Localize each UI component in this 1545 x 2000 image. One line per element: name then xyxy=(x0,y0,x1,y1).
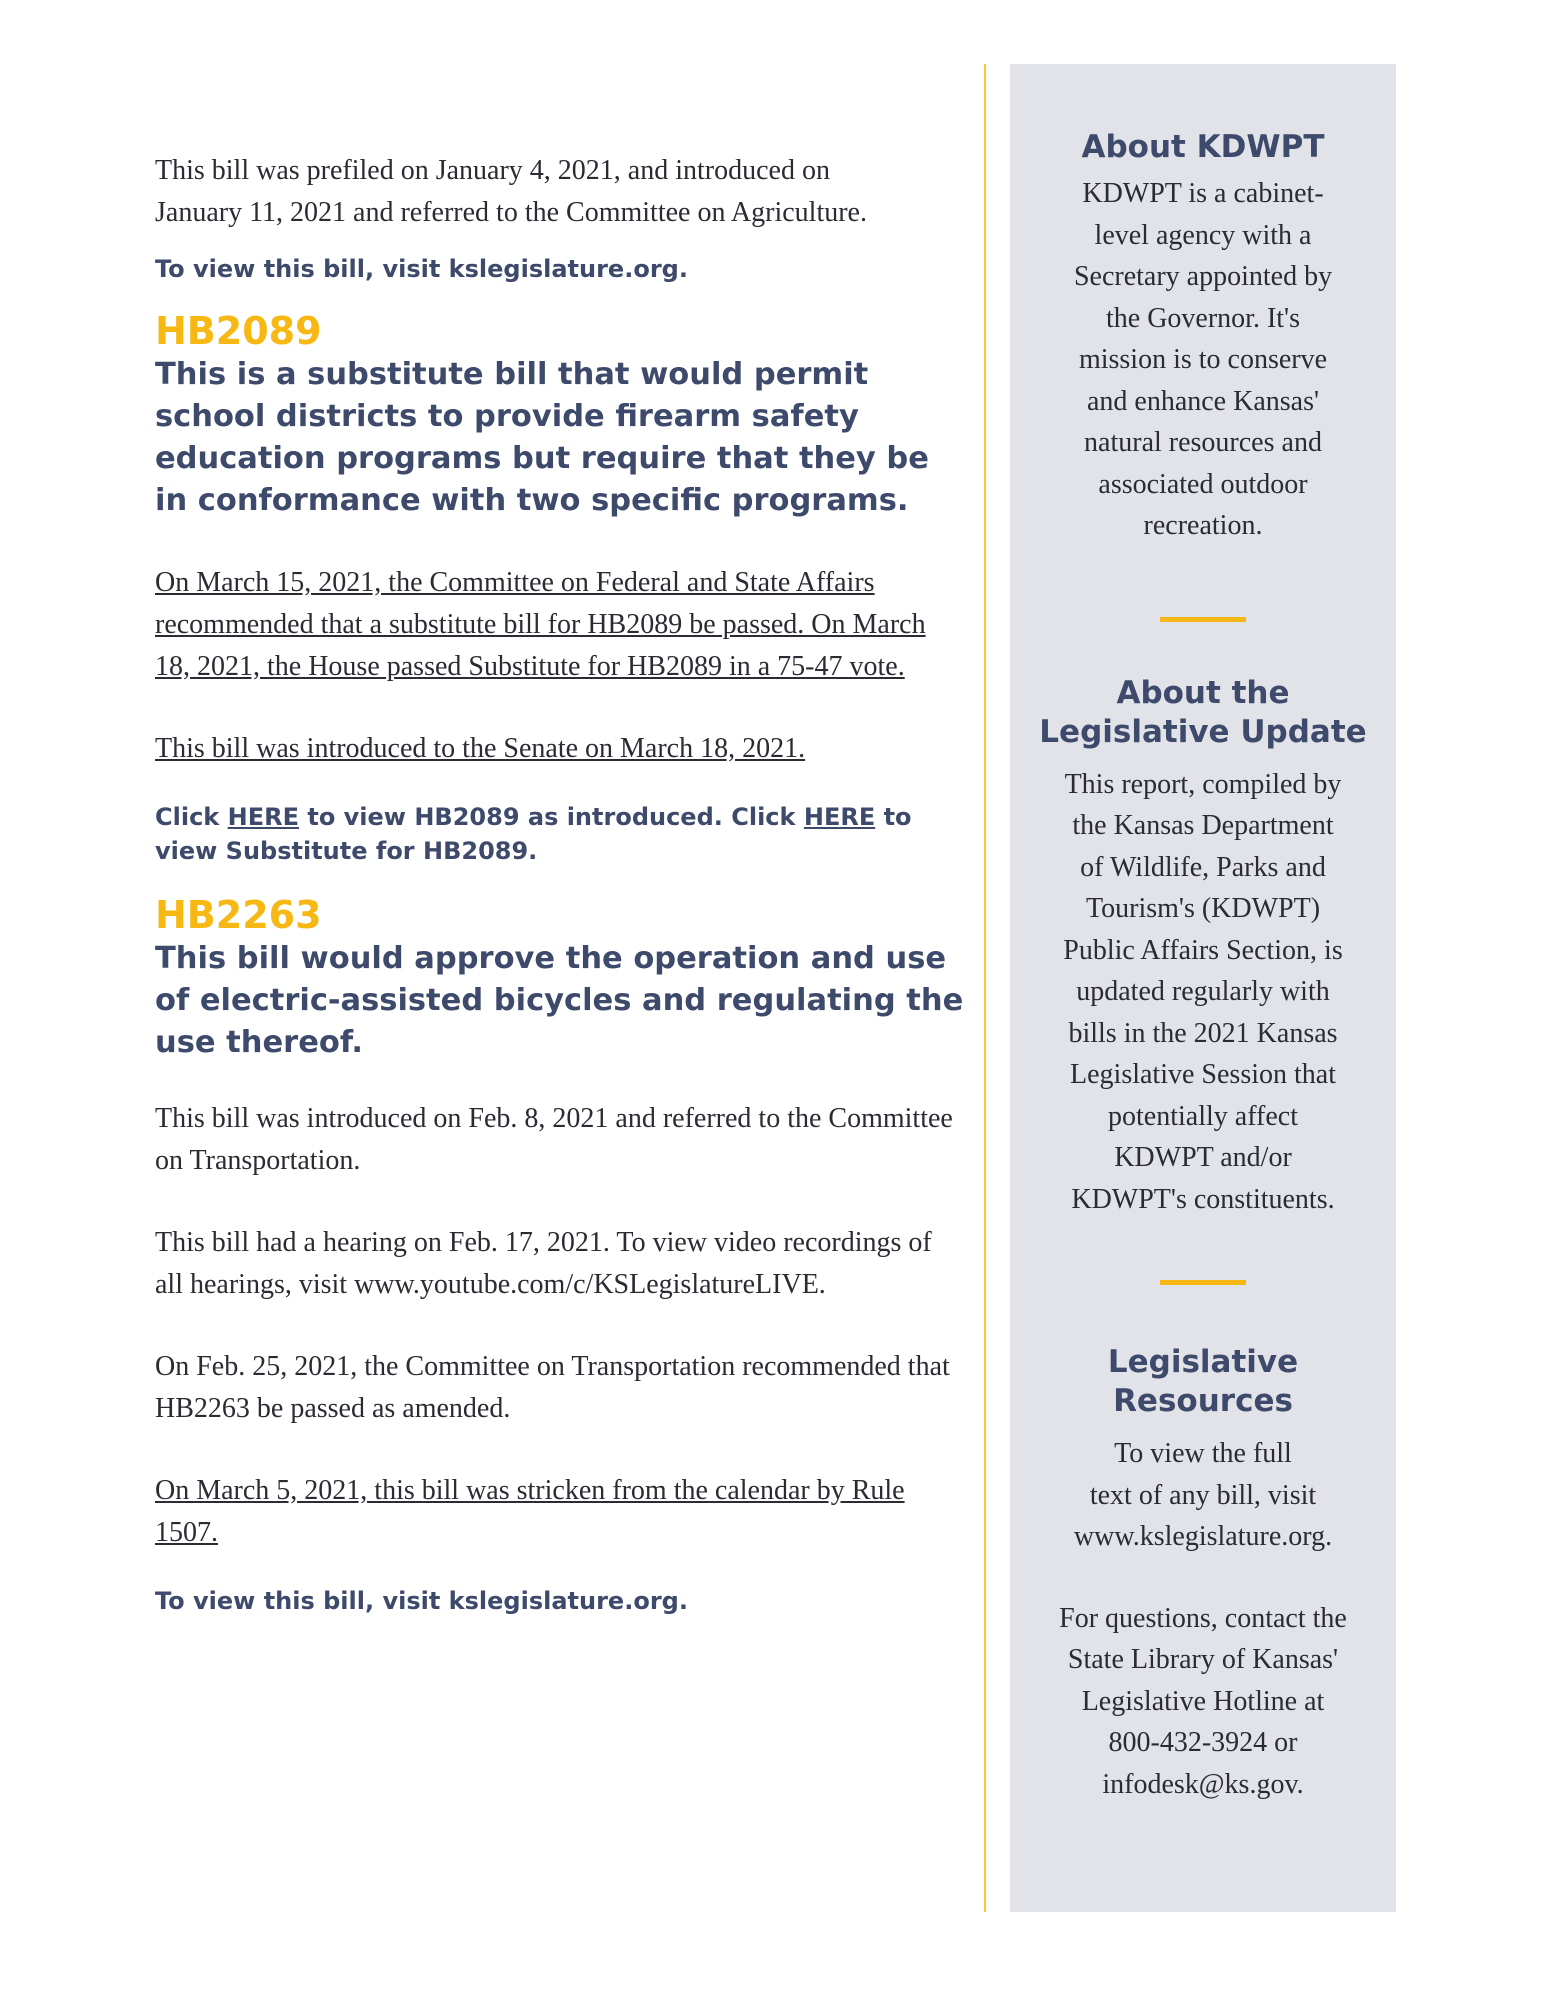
about-update-line: KDWPT and/or xyxy=(1114,1142,1292,1173)
hb2263-para-committee: On Feb. 25, 2021, the Committee on Transportation recommended that HB2263 be passed as amended. xyxy=(155,1351,950,1424)
hb2089-para-senate[interactable]: This bill was introduced to the Senate on March 18, 2021. xyxy=(155,733,806,764)
about-update-line: Public Affairs Section, is xyxy=(1063,934,1343,966)
hb2263-id: HB2263 xyxy=(155,893,322,937)
hb2089-summary: This is a substitute bill that would permit school districts to provide firearm safety education programs but require that they be in conformance with two specific programs. xyxy=(155,357,929,518)
main-column xyxy=(155,150,965,1618)
resources-line[interactable]: infodesk@ks.gov. xyxy=(1102,1768,1304,1800)
about-kdwpt-line: KDWPT is a cabinet- xyxy=(1082,178,1324,209)
resources-line: State Library of Kansas' xyxy=(1067,1644,1339,1675)
about-update-line: Legislative Session that xyxy=(1070,1059,1336,1090)
hb2089-links xyxy=(155,800,965,868)
about-update-line: of Wildlife, Parks and xyxy=(1080,851,1326,883)
end-text: to view Substitute for HB2089. xyxy=(155,803,912,865)
about-update-line: bills in the 2021 Kansas xyxy=(1068,1017,1338,1049)
about-kdwpt-line: Secretary appointed by xyxy=(1073,261,1333,292)
about-update-line: the Kansas Department xyxy=(1072,810,1334,841)
sidebar-content xyxy=(1010,64,1396,1805)
hb2263-section xyxy=(155,892,965,1618)
resources-section xyxy=(1010,1343,1396,1805)
resources-title-line-2: Resources xyxy=(1113,1383,1293,1419)
about-update-line: This report, compiled by xyxy=(1064,768,1342,800)
about-update-title-line-1: About the xyxy=(1116,674,1290,711)
here-link-introduced[interactable]: HERE xyxy=(227,803,299,831)
intro-text-line-1: This bill was prefiled on January 4, 2021, and introduced on xyxy=(155,155,830,186)
column-divider xyxy=(984,64,986,1912)
about-update-line: potentially affect xyxy=(1108,1100,1298,1132)
hb2263-para-hearing: This bill had a hearing on Feb. 17, 2021. To view video recordings of all hearings, visit www.youtube.com/c/KSLegislatureLIVE. xyxy=(155,1227,932,1300)
about-kdwpt-line: the Governor. It's xyxy=(1105,302,1300,334)
intro-section xyxy=(155,150,965,286)
about-update-title-line-2: Legislative Update xyxy=(1039,713,1367,750)
hb2089-id: HB2089 xyxy=(155,309,322,353)
hb2263-para-introduced: This bill was introduced on Feb. 8, 2021 and referred to the Committee on Transportation. xyxy=(155,1103,953,1176)
resources-line[interactable]: www.kslegislature.org. xyxy=(1073,1521,1333,1552)
resources-line: 800-432-3924 or xyxy=(1108,1727,1298,1758)
about-kdwpt-line: associated outdoor xyxy=(1098,468,1308,500)
intro-view-bill-link[interactable]: To view this bill, visit kslegislature.org. xyxy=(155,255,688,283)
about-kdwpt-section xyxy=(1010,64,1396,547)
resources-line: text of any bill, visit xyxy=(1089,1479,1317,1511)
about-update-text xyxy=(1010,764,1396,1221)
about-kdwpt-line: recreation. xyxy=(1143,510,1263,541)
hb2263-view-bill-link[interactable]: To view this bill, visit kslegislature.org. xyxy=(155,1587,688,1615)
about-kdwpt-title: About KDWPT xyxy=(1081,129,1325,165)
here-link-substitute[interactable]: HERE xyxy=(803,803,876,831)
resources-line: Legislative Hotline at xyxy=(1081,1685,1325,1717)
click-text-1: Click xyxy=(155,803,220,831)
resources-line: For questions, contact the xyxy=(1059,1602,1347,1634)
about-kdwpt-line: level agency with a xyxy=(1094,219,1312,251)
resources-line: To view the full xyxy=(1114,1438,1292,1469)
about-update-line: updated regularly with xyxy=(1076,976,1330,1007)
resources-text-1 xyxy=(1010,1433,1396,1558)
resources-text-2 xyxy=(1010,1598,1396,1806)
sidebar xyxy=(1010,64,1396,1912)
hb2089-para-committee[interactable]: On March 15, 2021, the Committee on Federal and State Affairs recommended that a substitute bill for HB2089 be passed. On March 18, 2021, the House passed Substitute for HB2089 in a 75-47 vote. xyxy=(155,567,926,682)
about-kdwpt-line: natural resources and xyxy=(1084,427,1322,458)
about-kdwpt-text xyxy=(1010,173,1396,547)
mid-text: to view HB2089 as introduced. Click xyxy=(307,803,796,831)
about-kdwpt-line: mission is to conserve xyxy=(1078,344,1328,375)
accent-bar xyxy=(1160,617,1246,622)
intro-text-line-2: January 11, 2021 and referred to the Committee on Agriculture. xyxy=(155,197,867,228)
about-update-line: Tourism's (KDWPT) xyxy=(1085,893,1321,924)
hb2263-summary: This bill would approve the operation and use of electric-assisted bicycles and regulating the use thereof. xyxy=(155,941,964,1060)
about-update-section xyxy=(1010,674,1396,1221)
hb2089-section xyxy=(155,308,965,868)
accent-bar xyxy=(1160,1280,1246,1285)
about-kdwpt-line: and enhance Kansas' xyxy=(1086,385,1320,417)
about-update-line: KDWPT's constituents. xyxy=(1071,1183,1335,1215)
resources-title-line-1: Legislative xyxy=(1107,1344,1299,1380)
hb2263-para-stricken[interactable]: On March 5, 2021, this bill was stricken from the calendar by Rule 1507. xyxy=(155,1475,905,1548)
